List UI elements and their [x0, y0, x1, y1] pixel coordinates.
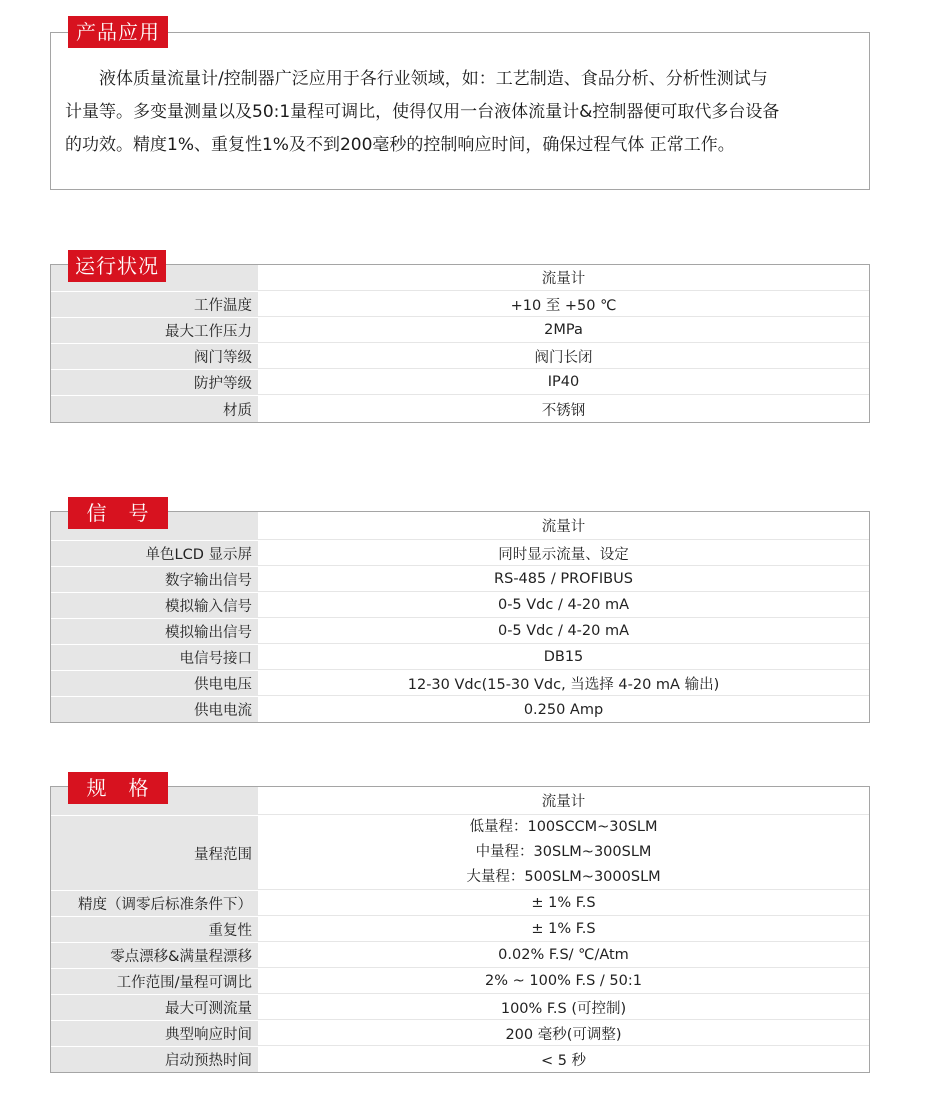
row-value: ± 1% F.S — [258, 891, 869, 916]
row-value: RS-485 / PROFIBUS — [258, 567, 869, 592]
signal-table — [50, 511, 870, 723]
table-row — [51, 344, 869, 370]
table-row — [51, 318, 869, 344]
row-label: 工作温度 — [51, 292, 258, 317]
row-value: 0.02% F.S/ ℃/Atm — [258, 943, 869, 968]
row-label: 量程范围 — [51, 816, 258, 890]
section-tag-operation: 运行状况 — [68, 250, 166, 282]
table-row — [51, 292, 869, 318]
row-value: 200 毫秒(可调整) — [258, 1021, 869, 1046]
spec-table — [50, 786, 870, 1073]
row-label: 工作范围/量程可调比 — [51, 969, 258, 994]
section-tag-spec: 规 格 — [68, 772, 168, 804]
table-row — [51, 891, 869, 917]
row-label: 模拟输出信号 — [51, 619, 258, 644]
row-label: 启动预热时间 — [51, 1047, 258, 1072]
table-header-row — [51, 787, 869, 816]
row-label: 零点漂移&满量程漂移 — [51, 943, 258, 968]
row-value: IP40 — [258, 370, 869, 395]
table-row — [51, 645, 869, 671]
table-row — [51, 995, 869, 1021]
table-row — [51, 671, 869, 697]
row-value: 2% ~ 100% F.S / 50:1 — [258, 969, 869, 994]
row-label: 材质 — [51, 396, 258, 422]
column-header: 流量计 — [258, 265, 869, 291]
application-line: 计量等。多变量测量以及50:1量程可调比，使得仅用一台液体流量计&控制器便可取代多台设备 — [65, 102, 780, 122]
table-row-range — [51, 816, 869, 891]
application-line: 液体质量流量计/控制器广泛应用于各行业领域，如：工艺制造、食品分析、分析性测试与 — [65, 69, 768, 89]
application-text — [65, 63, 861, 162]
section-tag-signal: 信 号 — [68, 497, 168, 529]
row-value: 0-5 Vdc / 4-20 mA — [258, 593, 869, 618]
row-label: 模拟输入信号 — [51, 593, 258, 618]
row-label: 单色LCD 显示屏 — [51, 541, 258, 566]
column-header: 流量计 — [258, 787, 869, 815]
row-label: 供电电压 — [51, 671, 258, 696]
row-label: 精度（调零后标准条件下） — [51, 891, 258, 916]
row-label: 防护等级 — [51, 370, 258, 395]
row-value: 0-5 Vdc / 4-20 mA — [258, 619, 869, 644]
range-value-high: 大量程：500SLM~3000SLM — [466, 869, 661, 885]
table-row — [51, 593, 869, 619]
application-line: 的功效。精度1%、重复性1%及不到200毫秒的控制响应时间，确保过程气体 正常工作。 — [65, 135, 735, 155]
range-value-low: 低量程：100SCCM~30SLM — [469, 819, 658, 835]
table-row — [51, 396, 869, 422]
table-header-row — [51, 265, 869, 292]
section-tag-application: 产品应用 — [68, 16, 168, 48]
table-row — [51, 567, 869, 593]
table-row — [51, 917, 869, 943]
row-label: 供电电流 — [51, 697, 258, 722]
row-label: 最大工作压力 — [51, 318, 258, 343]
column-header: 流量计 — [258, 512, 869, 540]
row-value: ± 1% F.S — [258, 917, 869, 942]
table-row — [51, 1047, 869, 1072]
table-row — [51, 697, 869, 722]
row-value: 12-30 Vdc(15-30 Vdc, 当选择 4-20 mA 输出) — [258, 671, 869, 696]
table-row — [51, 619, 869, 645]
row-label: 最大可测流量 — [51, 995, 258, 1020]
range-values — [258, 816, 869, 890]
row-value: 100% F.S (可控制) — [258, 995, 869, 1020]
row-label: 阀门等级 — [51, 344, 258, 369]
application-box — [50, 32, 870, 190]
table-header-row — [51, 512, 869, 541]
row-value: DB15 — [258, 645, 869, 670]
table-row — [51, 370, 869, 396]
row-label: 重复性 — [51, 917, 258, 942]
row-label: 电信号接口 — [51, 645, 258, 670]
row-value: +10 至 +50 ℃ — [258, 292, 869, 317]
row-value: 不锈钢 — [541, 402, 586, 419]
row-value: 同时显示流量、设定 — [258, 541, 869, 566]
table-row — [51, 943, 869, 969]
row-value: 阀门长闭 — [258, 344, 869, 369]
table-row — [51, 1021, 869, 1047]
row-label: 数字输出信号 — [51, 567, 258, 592]
row-value: < 5 秒 — [540, 1053, 587, 1069]
range-value-mid: 中量程：30SLM~300SLM — [475, 844, 652, 860]
row-value: 2MPa — [258, 318, 869, 343]
row-value: 0.250 Amp — [523, 701, 604, 718]
table-row — [51, 969, 869, 995]
row-label: 典型响应时间 — [51, 1021, 258, 1046]
table-row — [51, 541, 869, 567]
operation-table — [50, 264, 870, 423]
